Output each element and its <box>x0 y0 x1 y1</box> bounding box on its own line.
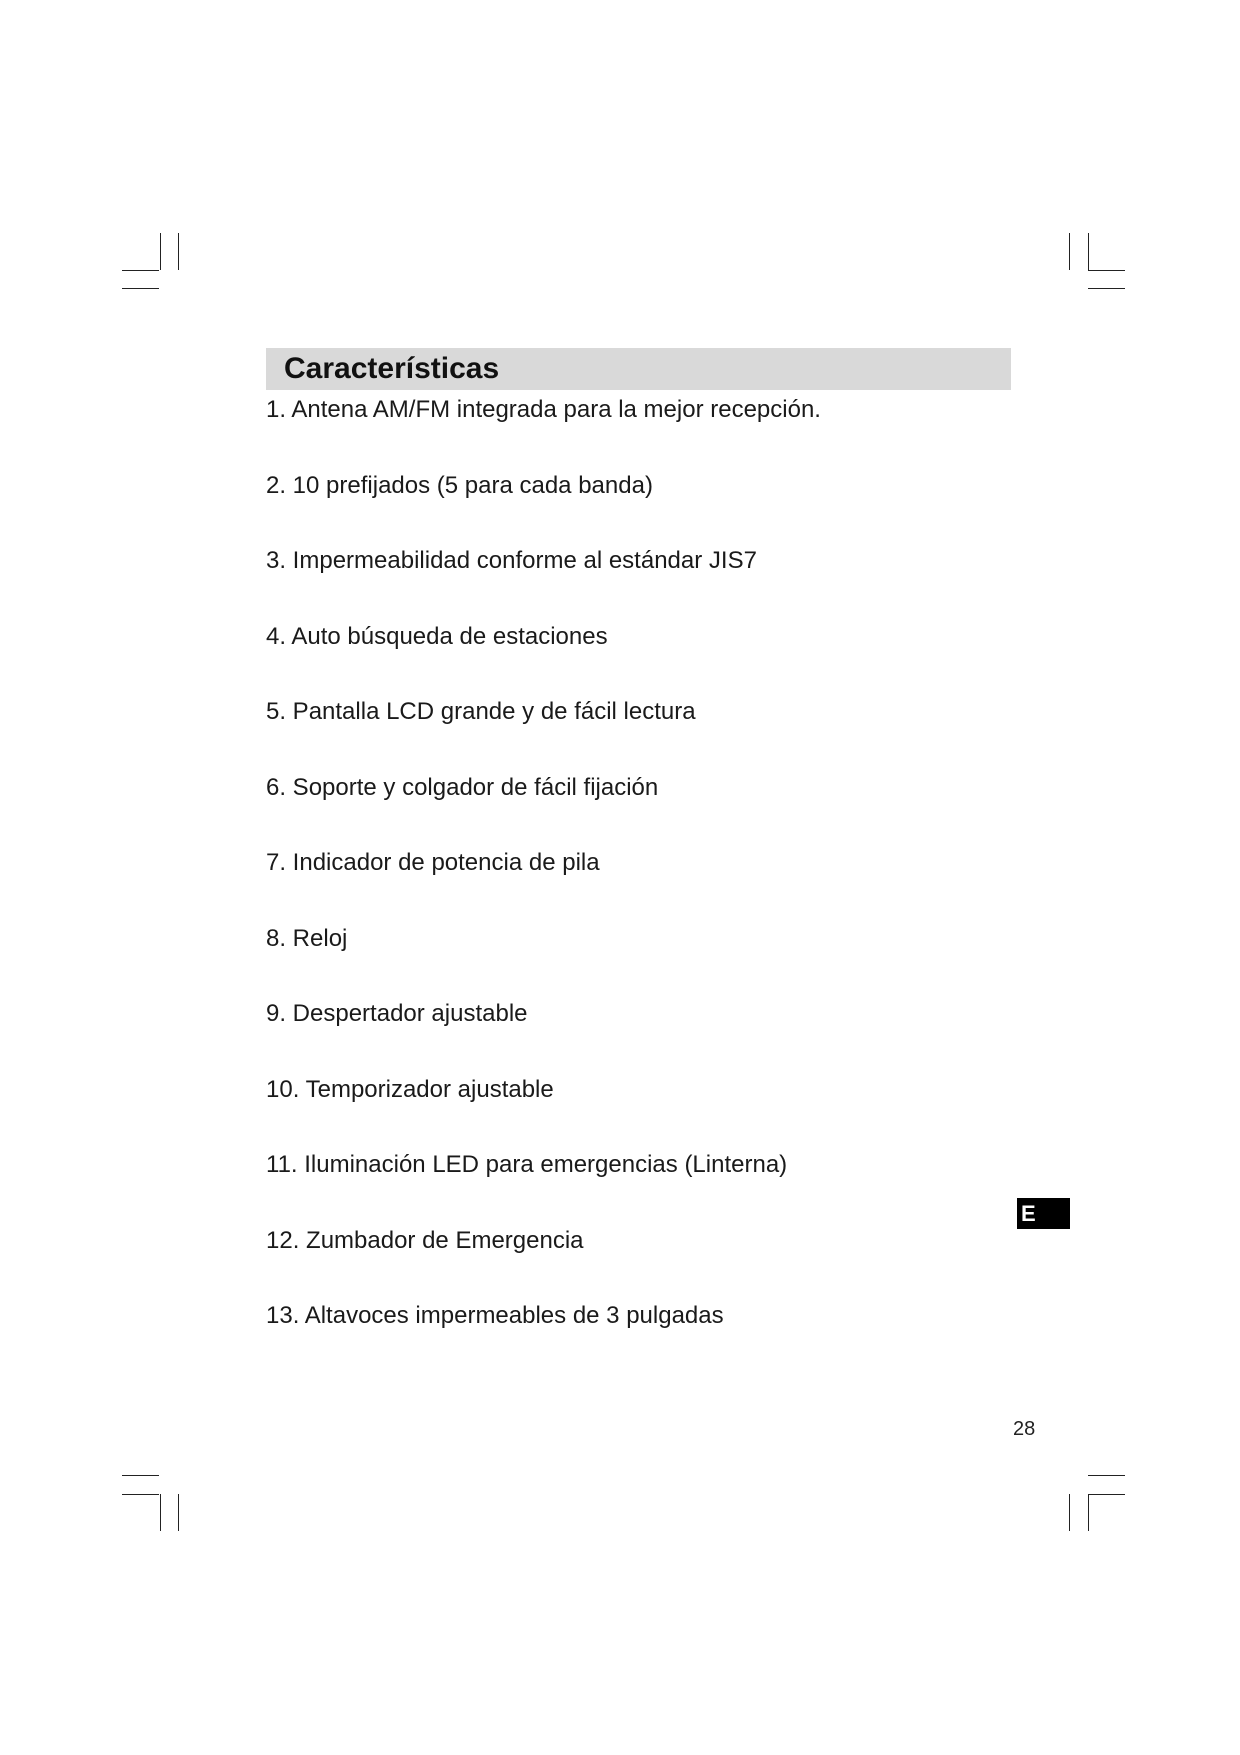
crop-mark-top-right-vertical <box>1088 233 1089 270</box>
section-title: Características <box>284 352 500 385</box>
feature-item: 11. Iluminación LED para emergencias (Linterna) <box>266 1151 788 1178</box>
crop-mark-bottom-right-horizontal <box>1088 1494 1125 1495</box>
crop-mark-top-right-horizontal-outer <box>1088 288 1125 289</box>
feature-item: 8. Reloj <box>266 924 348 952</box>
feature-item: 6. Soporte y colgador de fácil fijación <box>266 773 659 801</box>
section-heading-bar <box>266 348 1011 390</box>
feature-item: 3. Impermeabilidad conforme al estándar JIS7 <box>266 547 757 574</box>
crop-mark-top-right-horizontal <box>1088 270 1125 271</box>
feature-item: 9. Despertador ajustable <box>266 1000 528 1027</box>
feature-item: 12. Zumbador de Emergencia <box>266 1226 584 1254</box>
crop-mark-bottom-right-vertical <box>1088 1494 1089 1531</box>
feature-item: 4. Auto búsqueda de estaciones <box>266 622 608 650</box>
feature-item: 10. Temporizador ajustable <box>266 1075 554 1103</box>
crop-mark-bottom-left-vertical-outer <box>178 1494 179 1531</box>
page-number: 28 <box>1013 1418 1036 1440</box>
features-list <box>266 393 1006 1375</box>
crop-mark-top-left-vertical <box>160 233 161 270</box>
feature-item: 2. 10 prefijados (5 para cada banda) <box>266 471 653 499</box>
language-tab: E <box>1017 1198 1070 1229</box>
crop-mark-top-left-horizontal-outer <box>122 288 159 289</box>
crop-mark-bottom-left-horizontal-outer <box>122 1475 159 1476</box>
crop-mark-top-left-horizontal <box>122 270 159 271</box>
feature-item: 1. Antena AM/FM integrada para la mejor recepción. <box>266 396 821 423</box>
crop-mark-bottom-left-vertical <box>160 1494 161 1531</box>
crop-mark-bottom-right-horizontal-outer <box>1088 1475 1125 1476</box>
crop-mark-top-left-vertical-outer <box>178 233 179 270</box>
feature-item: 13. Altavoces impermeables de 3 pulgadas <box>266 1302 724 1329</box>
crop-mark-bottom-right-vertical-outer <box>1069 1494 1070 1531</box>
feature-item: 5. Pantalla LCD grande y de fácil lectura <box>266 698 696 725</box>
crop-mark-top-right-vertical-outer <box>1069 233 1070 270</box>
crop-mark-bottom-left-horizontal <box>122 1494 159 1495</box>
feature-item: 7. Indicador de potencia de pila <box>266 849 600 876</box>
